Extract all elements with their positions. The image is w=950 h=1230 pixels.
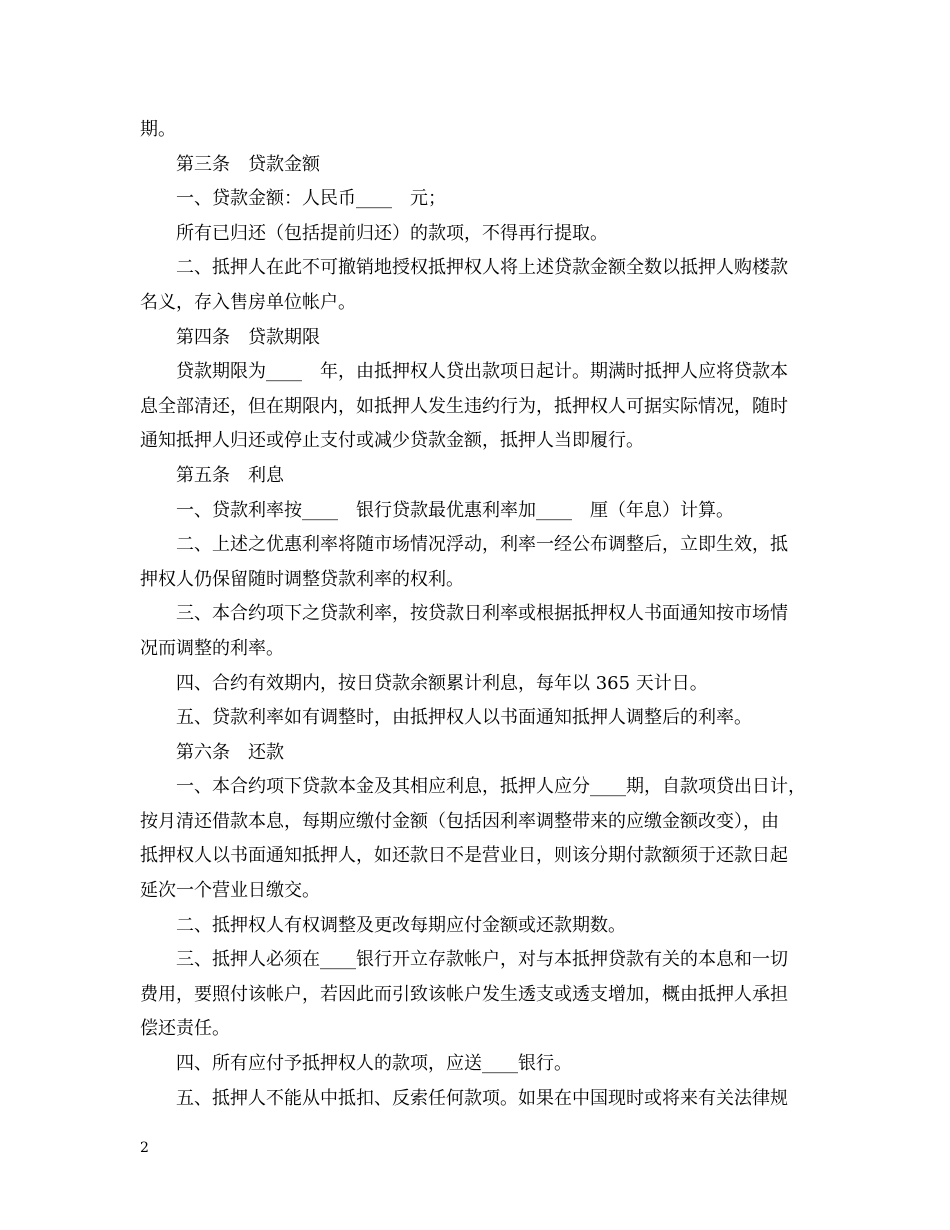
text-line: 名义，存入售房单位帐户。 xyxy=(140,291,356,313)
page-number: 2 xyxy=(140,1140,149,1156)
section-heading: 第三条 贷款金额 xyxy=(140,153,320,175)
text-line: 况而调整的利率。 xyxy=(140,637,284,659)
text-line: 抵押权人以书面通知抵押人，如还款日不是营业日，则该分期付款额须于还款日起 xyxy=(140,845,788,867)
text-line: 四、合约有效期内，按日贷款余额累计利息，每年以 365 天计日。 xyxy=(140,672,708,694)
text-line: 三、抵押人必须在____银行开立存款帐户，对与本抵押贷款有关的本息和一切 xyxy=(140,949,788,971)
text-line: 一、贷款金额：人民币____ 元； xyxy=(140,188,446,210)
document-body xyxy=(140,113,812,1116)
text-line: 按月清还借款本息，每期应缴付金额（包括因利率调整带来的应缴金额改变），由 xyxy=(140,810,779,832)
text-line: 所有已归还（包括提前归还）的款项，不得再行提取。 xyxy=(140,222,608,244)
text-line: 偿还责任。 xyxy=(140,1018,230,1040)
text-line: 二、抵押人在此不可撤销地授权抵押权人将上述贷款金额全数以抵押人购楼款 xyxy=(140,257,788,279)
text-line: 三、本合约项下之贷款利率，按贷款日利率或根据抵押权人书面通知按市场情 xyxy=(140,603,788,625)
section-heading: 第五条 利息 xyxy=(140,464,284,486)
text-line: 五、贷款利率如有调整时，由抵押权人以书面通知抵押人调整后的利率。 xyxy=(140,707,752,729)
text-line: 二、抵押权人有权调整及更改每期应付金额或还款期数。 xyxy=(140,914,626,936)
text-line: 期。 xyxy=(140,119,176,140)
text-line: 贷款期限为____ 年，由抵押权人贷出款项日起计。期满时抵押人应将贷款本 xyxy=(140,361,788,383)
section-heading: 第四条 贷款期限 xyxy=(140,326,320,348)
text-line: 押权人仍保留随时调整贷款利率的权利。 xyxy=(140,568,464,590)
text-line: 五、抵押人不能从中抵扣、反索任何款项。如果在中国现时或将来有关法律规 xyxy=(140,1087,788,1109)
text-line: 延次一个营业日缴交。 xyxy=(140,880,320,902)
text-line: 息全部清还，但在期限内，如抵押人发生违约行为，抵押权人可据实际情况，随时 xyxy=(140,395,788,417)
text-line: 通知抵押人归还或停止支付或减少贷款金额，抵押人当即履行。 xyxy=(140,430,644,452)
text-line: 四、所有应付予抵押权人的款项，应送____银行。 xyxy=(140,1053,572,1075)
text-line: 费用，要照付该帐户，若因此而引致该帐户发生透支或透支增加，概由抵押人承担 xyxy=(140,983,788,1005)
section-heading: 第六条 还款 xyxy=(140,741,284,763)
text-line: 二、上述之优惠利率将随市场情况浮动，利率一经公布调整后，立即生效，抵 xyxy=(140,534,788,556)
text-line: 一、贷款利率按____ 银行贷款最优惠利率加____ 厘（年息）计算。 xyxy=(140,499,734,521)
text-line: 一、本合约项下贷款本金及其相应利息，抵押人应分____期，自款项贷出日计， xyxy=(140,776,806,798)
